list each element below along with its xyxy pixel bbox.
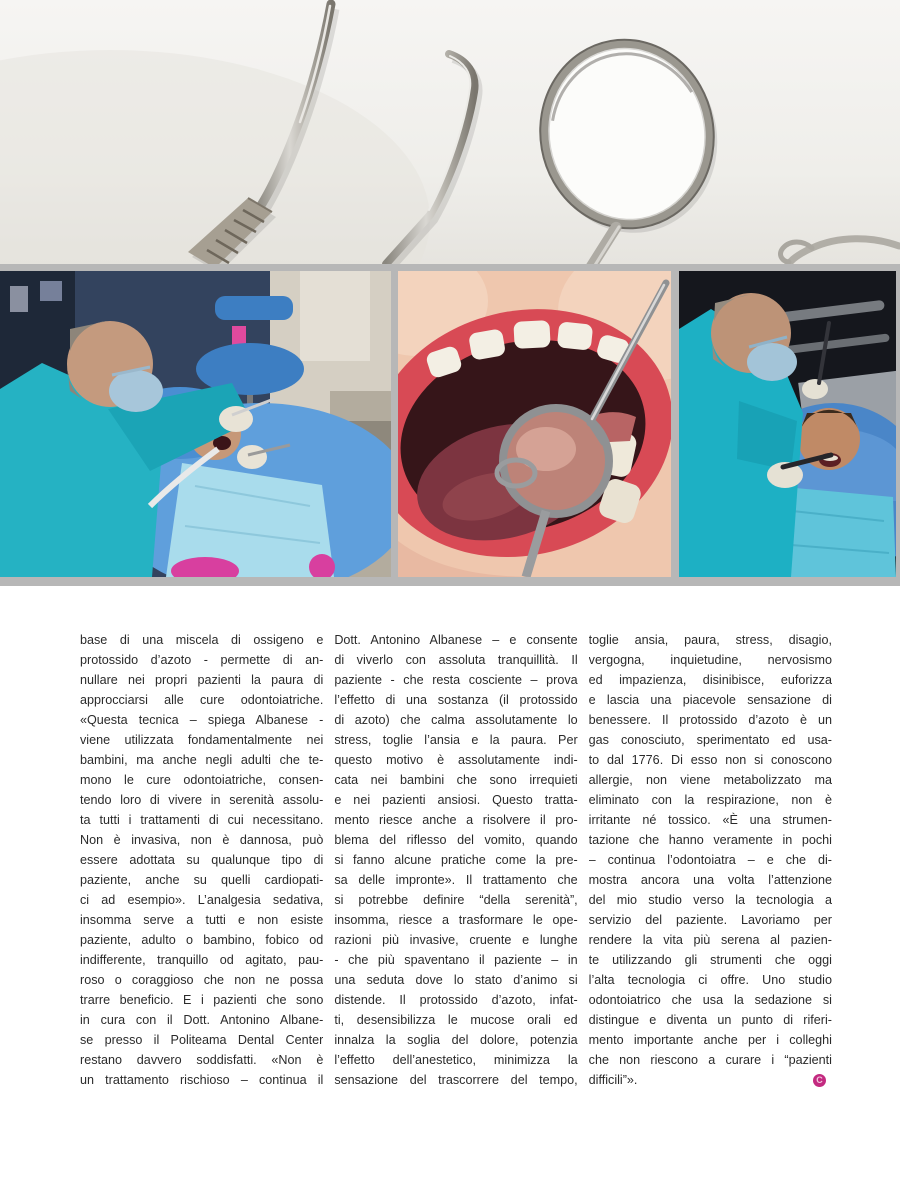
article-text: benessere. Il protossido d’azoto è un [588,713,832,727]
article-text: restano davvero soddisfatti. «Non è [80,1053,324,1067]
article-text: l’effetto dell’anestetico, minimizza la [334,1053,578,1067]
article-text: l’effetto di una sostanza (il protossido [334,693,578,707]
article-text: allergie, non viene metabolizzato ma [588,773,832,787]
article-text-line [334,650,577,670]
article-text: mostra ancora una volta l’attenzione [588,873,832,887]
article-text-line [80,850,323,870]
article-text-line [334,1070,577,1090]
article-text: odontoiatrico che usa la sedazione si [588,993,832,1007]
article-text-line [334,1030,577,1050]
article-text: tendo loro di vivere in serenità assolu- [80,793,324,807]
article-text: insomma serve a tutti e non esiste [80,913,324,927]
article-text: mento importante anche per i colleghi [588,1033,832,1047]
article-text: e lascia una piacevole sensazione di [588,693,832,707]
article-text: rendere la vita più serena al pazien- [588,933,832,947]
open-mouth-scene [398,271,671,577]
article-text-line [334,890,577,910]
article-text: mento riesce anche a risolvere il pro- [334,813,578,827]
article-text-line [334,850,577,870]
article-text-line [80,730,323,750]
article-text-line [80,990,323,1010]
photo-open-mouth-mirror [398,271,671,577]
article-text-line [334,1010,577,1030]
article-text: essere adottata su qualunque tipo di [80,853,324,867]
article-text: e nei pazienti ansiosi. Questo tratta- [334,793,578,807]
article-text-line [334,630,577,650]
article-text: eliminato con la respirazione, non è [588,793,832,807]
article-column [589,630,832,1090]
article-text: nullare nei propri pazienti la paura di [80,673,324,687]
article-text: si potrebbe definire “della serenità”, [334,893,578,907]
article-text: razioni più invasive, cruente e lunghe [334,933,578,947]
article-text-line [334,790,577,810]
hero-photo-dental-instruments [0,0,900,264]
article-text-line [334,950,577,970]
article-text: del mio studio verso la tecnologia a [588,893,832,907]
article-text: base di una miscela di ossigeno e [80,633,324,647]
article-text: «Questa tecnica – spiega Albanese - [80,713,324,727]
article-text-line [80,650,323,670]
article-text-line [589,990,832,1010]
article-text: ed impazienza, disinibisce, euforizza [588,673,832,687]
article-text: – continua l’odontoiatra – e che di- [588,853,832,867]
article-text: te utilizzando gli strumenti che oggi [588,953,832,967]
article-text-line [80,690,323,710]
article-text: cata nei bambini che sono irrequieti [334,773,578,787]
dentist-child-scene [0,271,391,577]
article-text: difficili”». [588,1073,638,1087]
article-text: ti, desensibilizza le mucose orali ed [334,1013,578,1027]
photo-dentist-boy-patient [679,271,896,577]
article-text: viene utilizzata fondamentalmente nei [80,733,324,747]
article-text-line [334,690,577,710]
article-text-line [334,710,577,730]
article-text-line [589,870,832,890]
article-text: un trattamento rischioso – continua il [80,1073,324,1087]
article-text-line [80,630,323,650]
article-text-line [334,730,577,750]
dental-instruments-illustration [0,0,900,264]
article-text: paziente, anche su quelli cardiopati- [80,873,324,887]
article-text-line [589,690,832,710]
article-text: paziente - che resta cosciente – prova [334,673,578,687]
article-text-line [589,910,832,930]
article-text: irritante né tossico. «È una strumen- [588,813,832,827]
article-text-line [589,810,832,830]
article-text: se presso il Politeama Dental Center [80,1033,324,1047]
article-text: stress, toglie l’ansia e la paura. Per [334,733,578,747]
article-text: mono le cure odontoiatriche, consen- [80,773,324,787]
article-text: ci ad esempio». L’analgesia sedativa, [80,893,324,907]
article-text: distende. Il protossido d’azoto, infat- [334,993,578,1007]
article-text: servizio del paziente. Lavoriamo per [588,913,832,927]
article-text-line [80,870,323,890]
article-text-line [589,950,832,970]
article-text-line [80,970,323,990]
article-text-line [80,1050,323,1070]
article-text-line [589,730,832,750]
article-text: protossido d’azoto - permette di an- [80,653,324,667]
article-text-line [334,970,577,990]
article-text: paziente, adulto o bambino, fobico od [80,933,324,947]
article-text-line [80,770,323,790]
article-text-line [80,790,323,810]
article-text-line [80,710,323,730]
article-text: trarre beneficio. E i pazienti che sono [80,993,324,1007]
article-text-line [589,750,832,770]
dentist-boy-scene [679,271,896,577]
article-text: di viverlo con assoluta tranquillità. Il [334,653,578,667]
article-text: Dott. Antonino Albanese – e consente [334,633,578,647]
article-end-mark-icon: C [813,1074,826,1087]
article-text-line [589,1070,832,1090]
article-text-line [589,850,832,870]
article-text-line [80,1030,323,1050]
article-text: distingue e diventa un punto di riferi- [588,1013,832,1027]
article-text: - che più spaventano il paziente – in [334,953,578,967]
article-text-line [80,830,323,850]
article-text-line [80,930,323,950]
article-text-line [589,790,832,810]
article-text-line [589,670,832,690]
article-text: che non riescono a curare i “pazienti [588,1053,832,1067]
article-text-line [334,770,577,790]
article-text: l’alta tecnologia ci offre. Uno studio [588,973,832,987]
article-text-line [589,1010,832,1030]
article-text: Non è invasiva, non è dannosa, può [80,833,324,847]
article-text: sa delle impronte». Il trattamento che [334,873,578,887]
article-text-line [334,910,577,930]
article-text-line [589,1050,832,1070]
article-text: bambini, ma anche negli adulti che te- [80,753,324,767]
article-text-line [334,1050,577,1070]
article-column [80,630,323,1090]
article-text: vergogna, inquietudine, nervosismo [588,653,832,667]
article-text: gas conosciuto, sperimentato ed usa- [588,733,832,747]
article-text-line [589,830,832,850]
article-text: una seduta dove lo stato d’animo si [334,973,578,987]
article-text: to dal 1776. Di esso non si conoscono [588,753,832,767]
article-text: tazione che hanno veramente in pochi [588,833,832,847]
article-text-line [334,810,577,830]
article-text: toglie ansia, paura, stress, disagio, [588,633,832,647]
article-text: approcciarsi alle cure odontoiatriche. [80,693,324,707]
article-text: insomma, riesce a trasformare le ope- [334,913,578,927]
article-text-line [334,830,577,850]
article-text: questo motivo è assolutamente indi- [334,753,578,767]
article-text-line [334,750,577,770]
article-text-line [589,710,832,730]
article-text-line [80,750,323,770]
article-text-line [334,670,577,690]
article-text: di azoto) che calma assolutamente lo [334,713,578,727]
article-text-line [589,650,832,670]
article-text-line [80,1010,323,1030]
article-text-line [80,950,323,970]
article-text-line [80,810,323,830]
photo-gallery-row [0,264,900,586]
article-text-line [589,970,832,990]
article-text-line [80,890,323,910]
article-text-line [589,1030,832,1050]
article-text: si fanno alcune pratiche come la pre- [334,853,578,867]
photo-dentist-treating-child [0,271,391,577]
article-text-line [80,910,323,930]
article-text: in cura con il Dott. Antonino Albane- [80,1013,324,1027]
article-text-line [334,870,577,890]
article-text: blema del riflesso del vomito, quando [334,833,578,847]
article-text-line [589,630,832,650]
article-text-line [334,930,577,950]
article-text-line [589,890,832,910]
article-text-line [589,930,832,950]
article-text: roso o coraggioso che non ne possa [80,973,324,987]
article-text: sensazione del trascorrere del tempo, [334,1073,578,1087]
article-text-line [80,1070,323,1090]
article-text: innalza la soglia del dolore, potenzia [334,1033,578,1047]
article-text: ta tutti i trattamenti di cui necessitano. [80,813,324,827]
article-text: indifferente, tranquillo od agitato, pau- [80,953,324,967]
article-body [80,630,832,1090]
article-text-line [334,990,577,1010]
article-column [334,630,577,1090]
article-text-line [80,670,323,690]
article-text-line [589,770,832,790]
